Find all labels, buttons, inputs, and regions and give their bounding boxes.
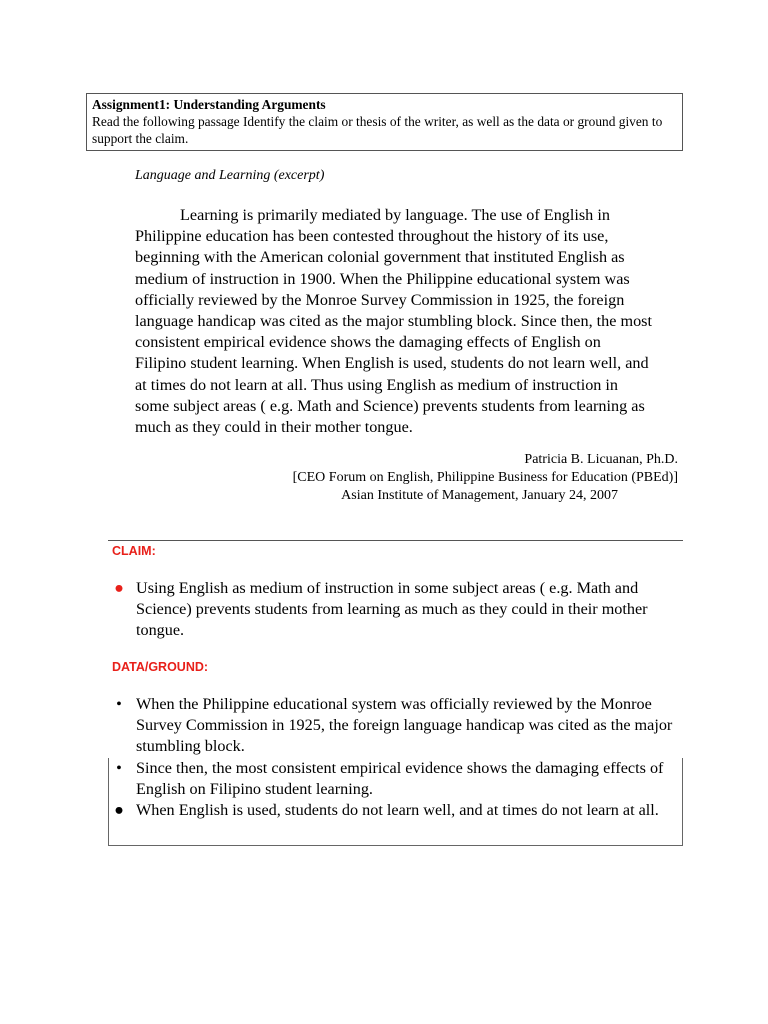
data-item-text: When the Philippine educational system was officially reviewed by the Monroe Survey Commission in 1925, the foreign language handicap was cited as the major stumbling block. <box>136 695 673 756</box>
assignment-title: Assignment1: Understanding Arguments <box>92 97 326 112</box>
attribution-venue: Asian Institute of Management, January 24, 2007 <box>341 488 618 503</box>
data-ground-label: DATA/GROUND: <box>112 660 209 674</box>
claim-label: CLAIM: <box>112 544 156 558</box>
data-ground-list <box>110 694 680 821</box>
data-item-text: When English is used, students do not learn well, and at times do not learn at all. <box>136 801 659 820</box>
claim-item-text: Using English as medium of instruction in some subject areas ( e.g. Math and Science) prevents students from learning as much as they could in their mother tongue. <box>136 579 648 640</box>
attribution-event: [CEO Forum on English, Philippine Business for Education (PBEd)] <box>292 470 678 485</box>
assignment-box <box>86 93 683 151</box>
assignment-instructions: Read the following passage Identify the claim or thesis of the writer, as well as the data or ground given to support the claim. <box>92 114 663 146</box>
passage-text: Learning is primarily mediated by language. The use of English in Philippine education has been contested throughout the history of its use, beginning with the American colonial government that instituted English as medium of instruction in 1900. When the Philippine educational system was officially reviewed by the Monroe Survey Commission in 1925, the foreign language handicap was cited as the major stumbling block. Since then, the most consistent empirical evidence shows the damaging effects of English on Filipino student learning. When English is used, students do not learn well, and at times do not learn at all. Thus using English as medium of instruction in some subject areas ( e.g. Math and Science) prevents students from learning as much as they could in their mother tongue. <box>135 206 652 437</box>
bullet-icon: • <box>116 758 122 777</box>
claim-list <box>110 578 680 642</box>
data-item <box>110 694 680 758</box>
bullet-icon: ● <box>114 579 124 597</box>
attribution <box>200 451 678 505</box>
section-divider <box>108 540 683 541</box>
bullet-icon: • <box>116 695 122 713</box>
data-item <box>110 800 680 821</box>
data-item-text: Since then, the most consistent empirical evidence shows the damaging effects of English on Filipino student learning. <box>136 758 664 798</box>
bullet-icon: ● <box>114 801 124 820</box>
data-item <box>110 758 680 800</box>
attribution-author: Patricia B. Licuanan, Ph.D. <box>524 452 678 467</box>
claim-item <box>110 578 680 642</box>
excerpt-title: Language and Learning (excerpt) <box>135 168 325 183</box>
